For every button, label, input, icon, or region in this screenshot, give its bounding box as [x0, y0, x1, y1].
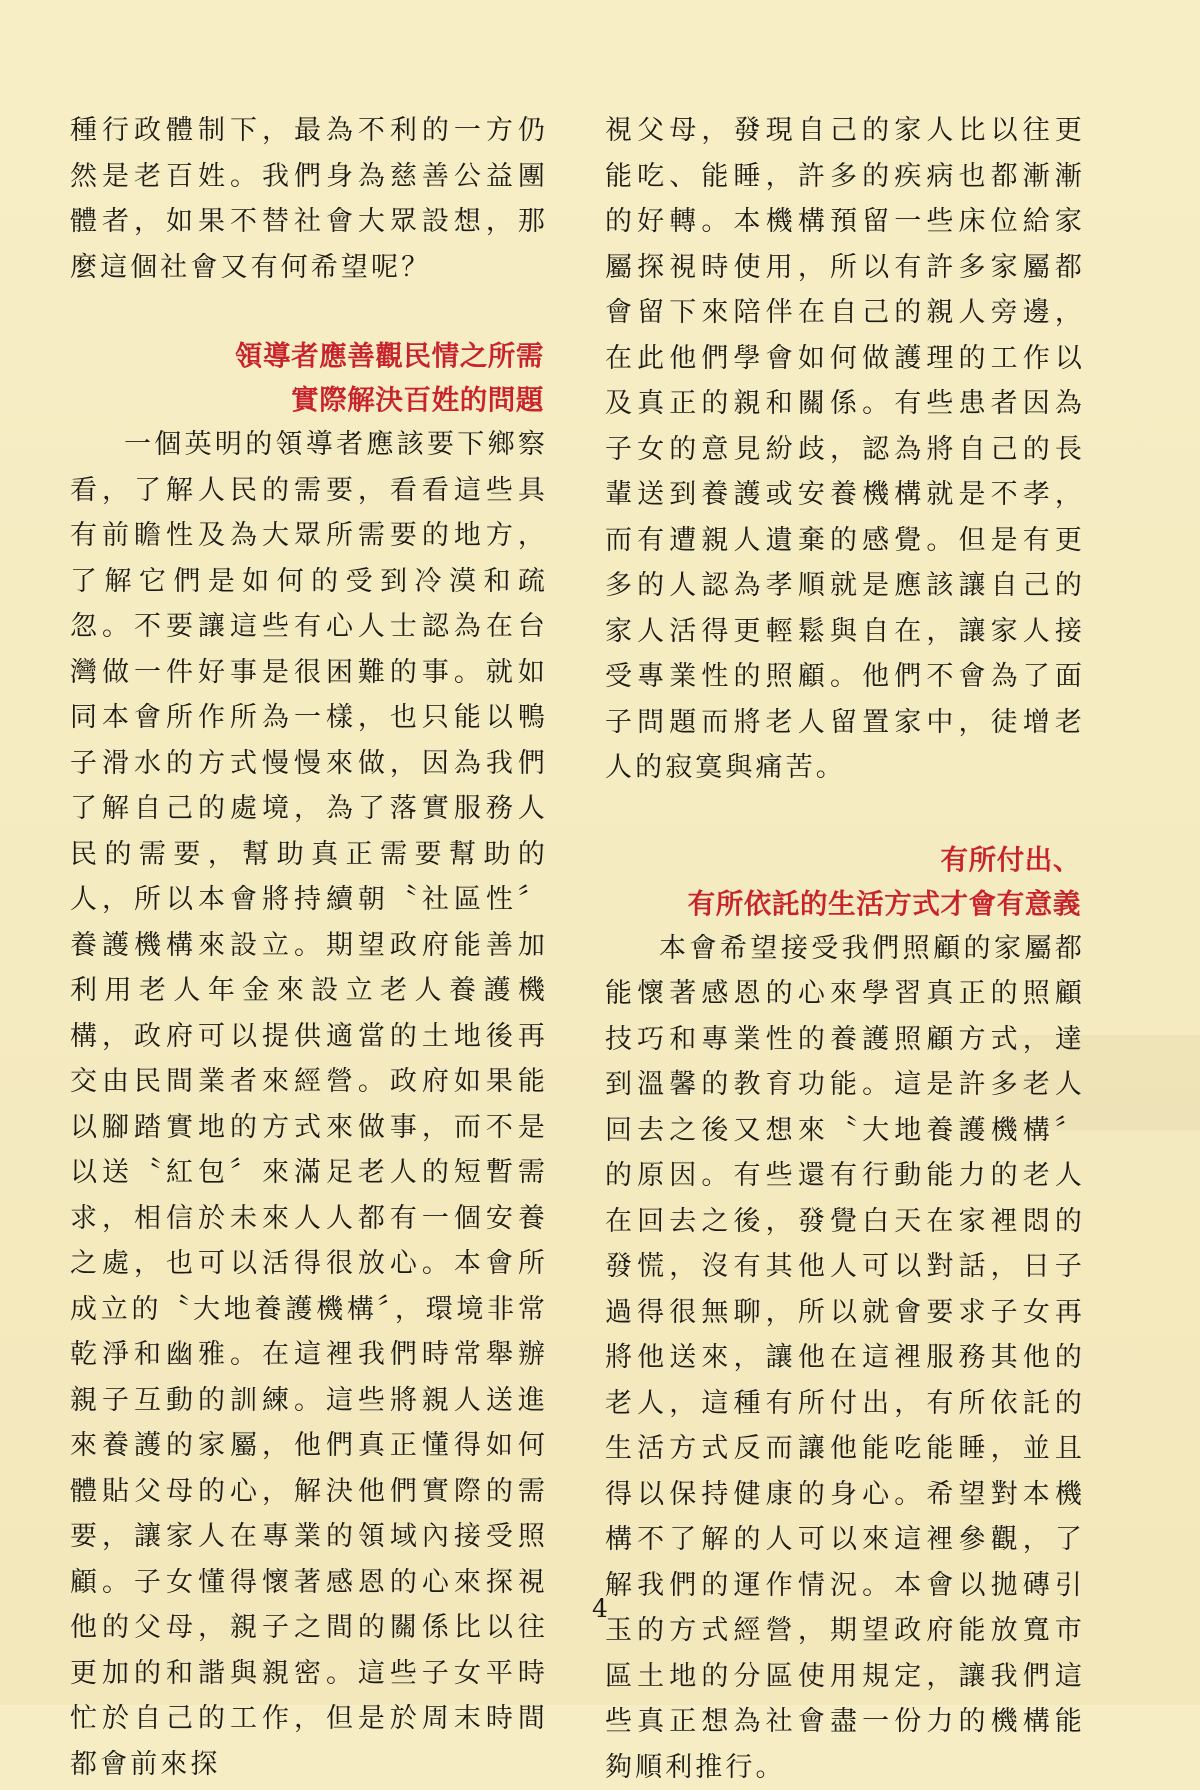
section-heading-2-line-1: 有所付出、 [605, 838, 1081, 882]
left-column [70, 108, 548, 1787]
section-heading-2 [605, 838, 1085, 926]
left-paragraph-2: 一個英明的領導者應該要下鄉察看，了解人民的需要，看看這些具有前瞻性及為大眾所需要的地方，了解它們是如何的受到冷漠和疏忽。不要讓這些有心人士認為在台灣做一件好事是很困難的事。就如同本會所作所為一樣，也只能以鴨子滑水的方式慢慢來做，因為我們了解自己的處境，為了落實服務人民的需要，幫助真正需要幫助的人，所以本會將持續朝〝社區性〞養護機構來設立。期望政府能善加利用老人年金來設立老人養護機構，政府可以提供適當的土地後再交由民間業者來經營。政府如果能以腳踏實地的方式來做事，而不是以送〝紅包〞來滿足老人的短暫需求，相信於未來人人都有一個安養之處，也可以活得很放心。本會所成立的〝大地養護機構〞，環境非常乾淨和幽雅。在這裡我們時常舉辦親子互動的訓練。這些將親人送進來養護的家屬，他們真正懂得如何體貼父母的心，解決他們實際的需要，讓家人在專業的領域內接受照顧。子女懂得懷著感恩的心來探視他的父母，親子之間的關係比以往更加的和諧與親密。這些子女平時忙於自己的工作，但是於周末時間都會前來探 [70, 422, 548, 1787]
section-heading-1-line-1: 領導者應善觀民情之所需 [70, 334, 544, 378]
right-paragraph-1: 視父母，發現自己的家人比以往更能吃、能睡，許多的疾病也都漸漸的好轉。本機構預留一些床位給家屬探視時使用，所以有許多家屬都會留下來陪伴在自己的親人旁邊，在此他們學會如何做護理的工作以及真正的親和關係。有些患者因為子女的意見紛歧，認為將自己的長輩送到養護或安養機構就是不孝，而有遭親人遺棄的感覺。但是有更多的人認為孝順就是應該讓自己的家人活得更輕鬆與自在，讓家人接受專業性的照顧。他們不會為了面子問題而將老人留置家中，徒增老人的寂寞與痛苦。 [605, 108, 1085, 791]
right-column [605, 108, 1085, 1790]
section-heading-1-line-2: 實際解決百姓的問題 [70, 378, 544, 422]
section-heading-2-line-2: 有所依託的生活方式才會有意義 [605, 882, 1081, 926]
right-paragraph-2: 本會希望接受我們照顧的家屬都能懷著感恩的心來學習真正的照顧技巧和專業性的養護照顧方式，達到溫馨的教育功能。這是許多老人回去之後又想來〝大地養護機構〞的原因。有些還有行動能力的老人在回去之後，發覺白天在家裡悶的發慌，沒有其他人可以對話，日子過得很無聊，所以就會要求子女再將他送來，讓他在這裡服務其他的老人，這種有所付出，有所依託的生活方式反而讓他能吃能睡，並且得以保持健康的身心。希望對本機構不了解的人可以來這裡參觀，了解我們的運作情況。本會以拋磚引玉的方式經營，期望政府能放寬市區土地的分區使用規定，讓我們這些真正想為社會盡一份力的機構能夠順利推行。 [605, 926, 1085, 1790]
page-number: 4 [0, 1594, 1200, 1623]
section-heading-1 [70, 334, 548, 422]
left-paragraph-1: 種行政體制下，最為不利的一方仍然是老百姓。我們身為慈善公益團體者，如果不替社會大眾設想，那麼這個社會又有何希望呢？ [70, 108, 548, 290]
